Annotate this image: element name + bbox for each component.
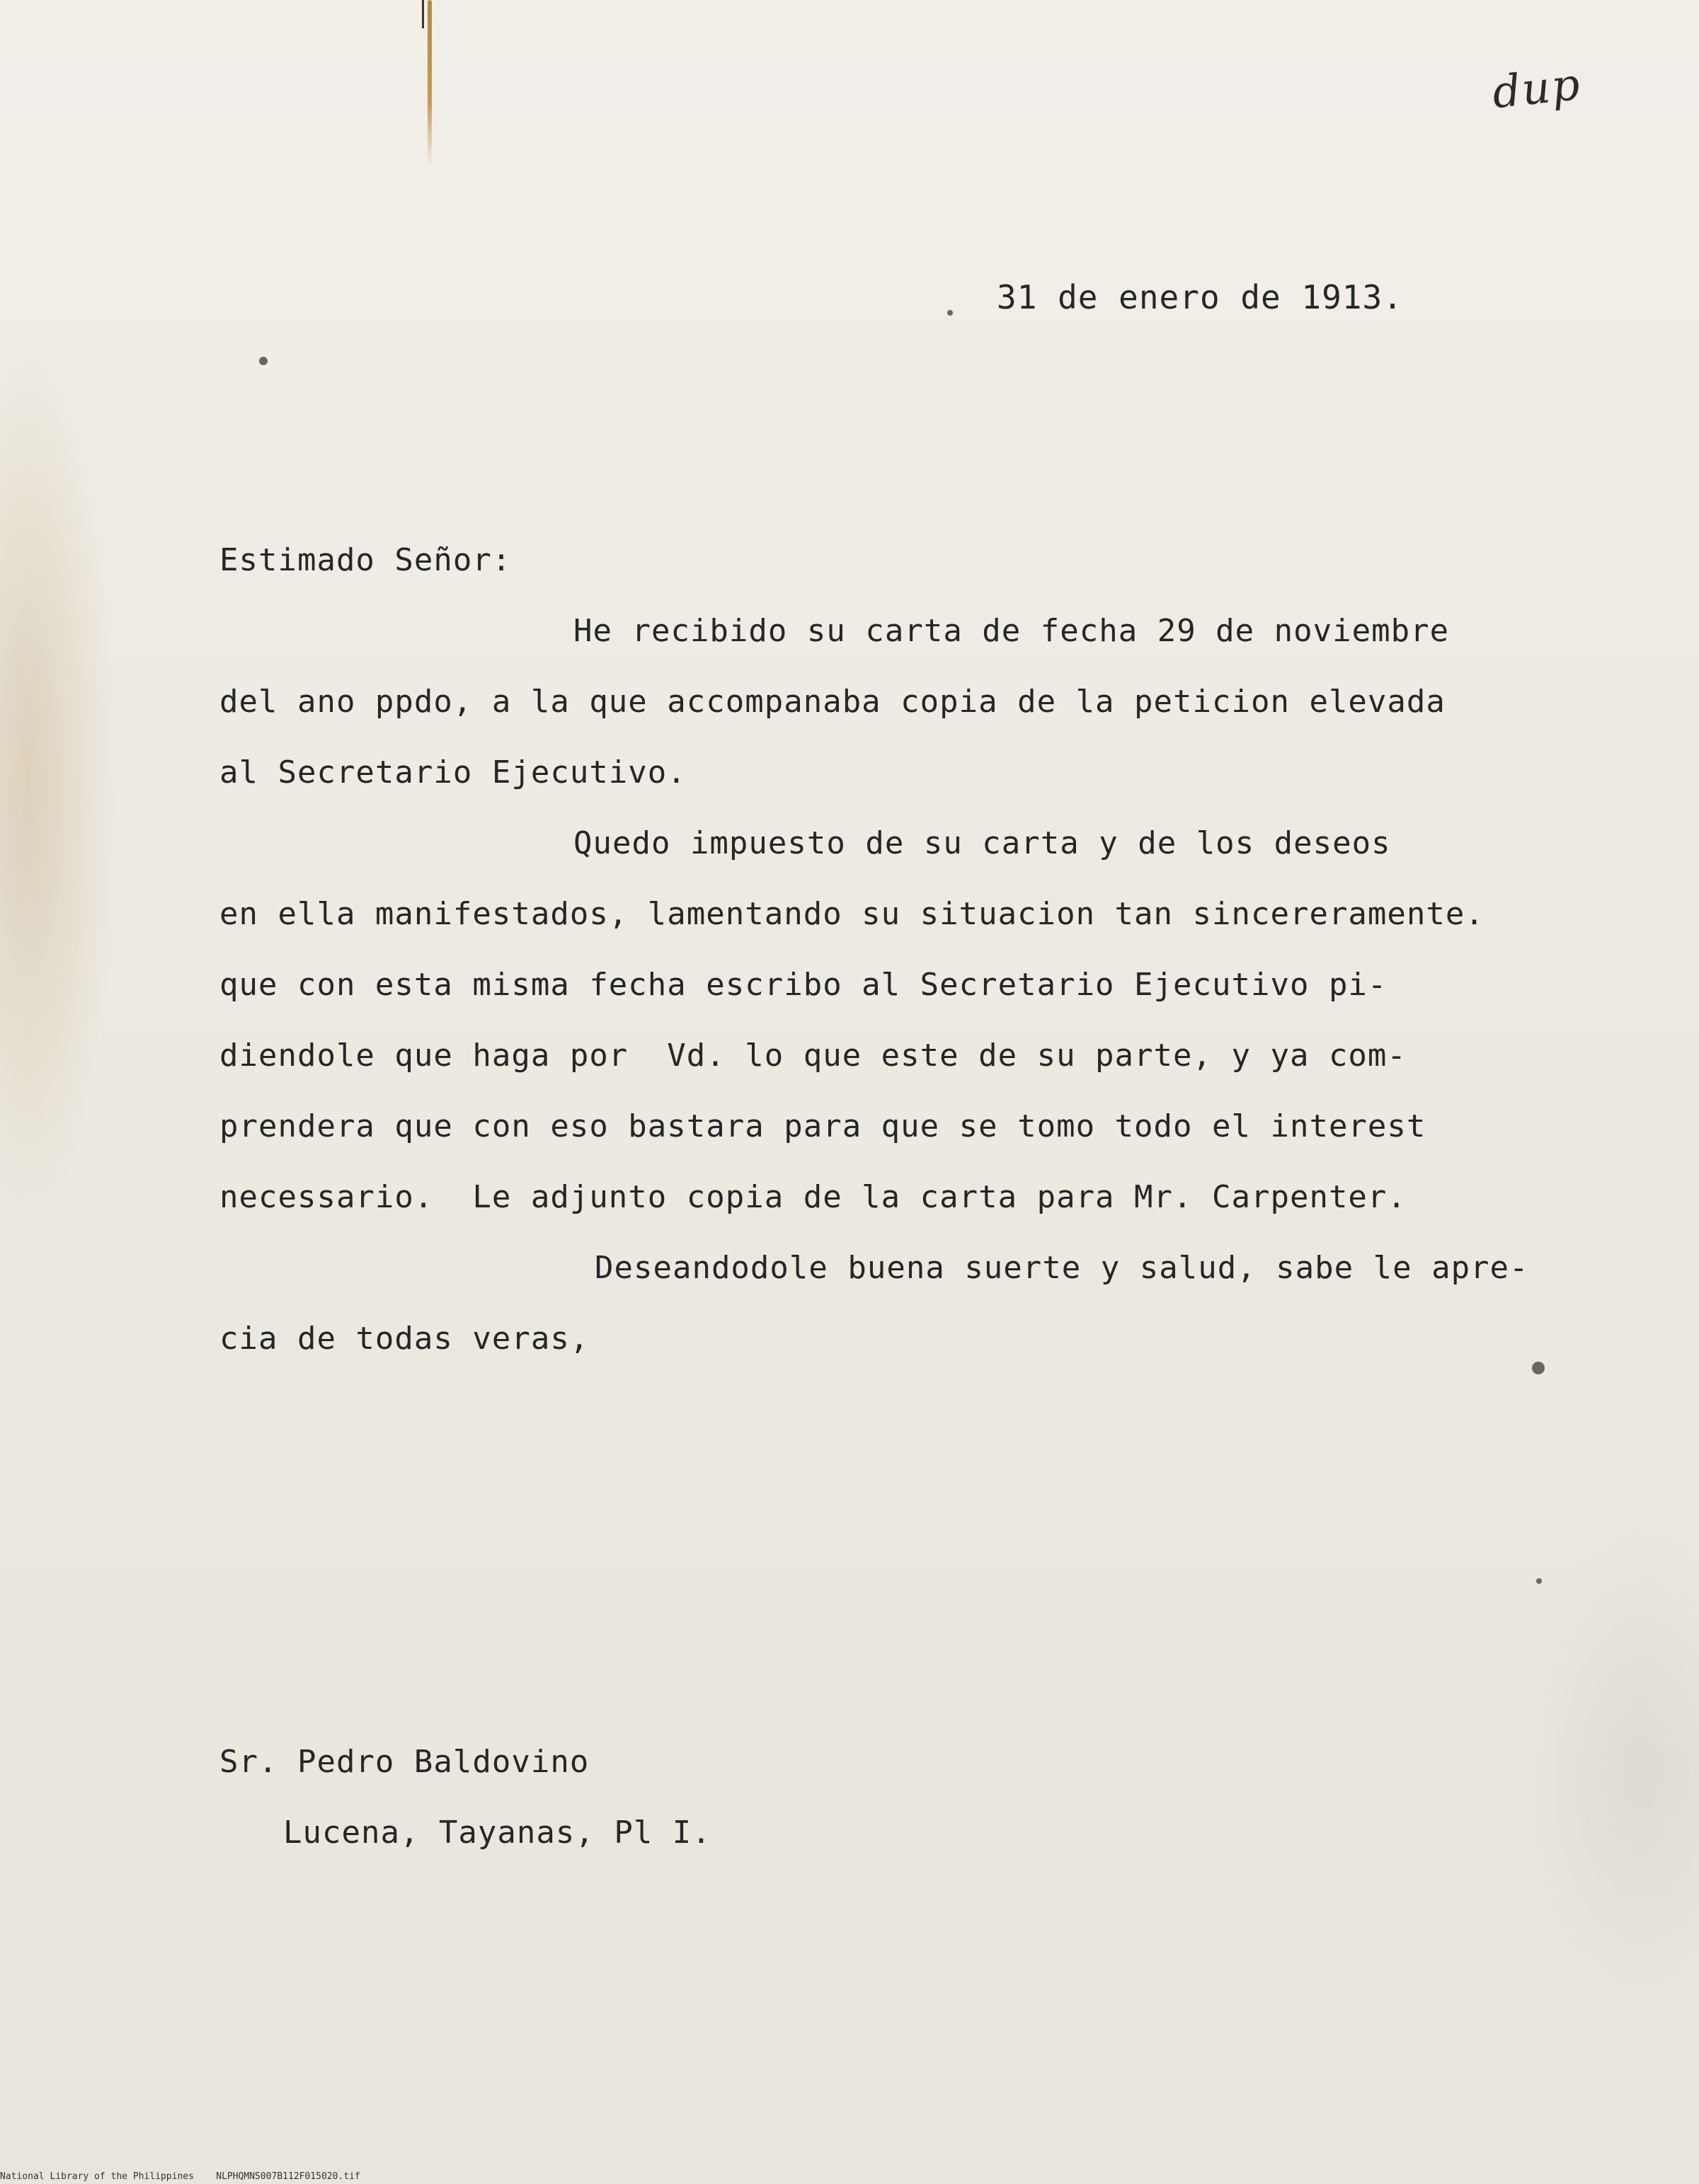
archive-footer bbox=[0, 2171, 360, 2182]
body-line: necessario. Le adjunto copia de la carta para Mr. Carpenter. bbox=[219, 1179, 1407, 1215]
binding-mark bbox=[422, 0, 424, 28]
archive-label: National Library of the Philippines bbox=[0, 2171, 194, 2182]
ink-spot bbox=[1532, 1362, 1545, 1374]
body-line: Deseandodole buena suerte y salud, sabe le apre- bbox=[595, 1250, 1529, 1286]
salutation: Estimado Señor: bbox=[219, 542, 512, 578]
ink-spot bbox=[1536, 1578, 1542, 1584]
letter-body bbox=[219, 596, 1529, 1374]
body-line: cia de todas veras, bbox=[219, 1321, 590, 1357]
tape-stain bbox=[428, 0, 432, 166]
ink-spot bbox=[947, 310, 953, 316]
body-line: del ano ppdo, a la que accompanaba copia de la peticion elevada bbox=[219, 684, 1446, 720]
body-line: en ella manifestados, lamentando su situacion tan sincereramente. bbox=[219, 896, 1485, 932]
letter-date: 31 de enero de 1913. bbox=[997, 278, 1403, 316]
body-line: diendole que haga por Vd. lo que este de su parte, y ya com- bbox=[219, 1038, 1407, 1074]
addressee-place: Lucena, Tayanas, Pl I. bbox=[283, 1815, 711, 1851]
body-line: que con esta misma fecha escribo al Secretario Ejecutivo pi- bbox=[219, 967, 1388, 1003]
body-line: He recibido su carta de fecha 29 de noviembre bbox=[573, 613, 1450, 649]
body-line: Quedo impuesto de su carta y de los deseos bbox=[573, 825, 1391, 861]
archive-file-name: NLPHQMNS007B112F015020.tif bbox=[216, 2171, 360, 2182]
body-line: al Secretario Ejecutivo. bbox=[219, 754, 687, 791]
body-line: prendera que con eso bastara para que se tomo todo el interest bbox=[219, 1108, 1426, 1144]
ink-spot bbox=[259, 357, 268, 365]
addressee-name: Sr. Pedro Baldovino bbox=[219, 1744, 590, 1780]
handwritten-annotation: dup bbox=[1489, 57, 1584, 119]
